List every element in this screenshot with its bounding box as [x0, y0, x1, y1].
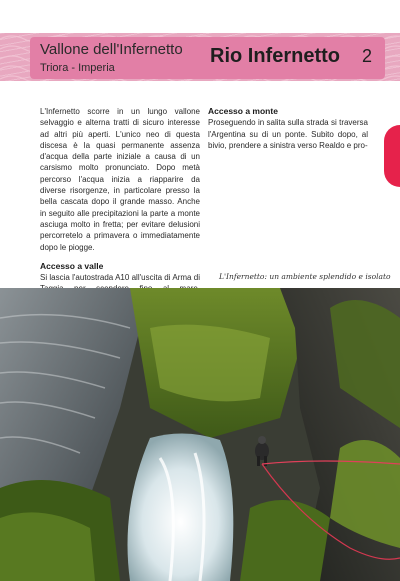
river-title: Rio Infernetto: [210, 45, 340, 67]
canyon-photo-illustration: [0, 288, 400, 581]
canyon-title: Vallone dell'Infernetto: [40, 41, 183, 58]
canyon-location: Triora - Imperia: [40, 62, 115, 74]
accesso-monte-heading: Accesso a monte: [208, 106, 278, 116]
side-tab-marker: [384, 125, 400, 187]
accesso-monte-text: Proseguendo in salita sulla strada si traversa l'Argentina su di un ponte. Subito dopo, al bivio, prendere a sinistra verso Realdo e pro-: [208, 118, 368, 150]
page-number: 2: [362, 46, 373, 66]
accesso-valle-heading: Accesso a valle: [40, 260, 104, 271]
photo-caption: L'Infernetto: un ambiente splendido e isolato: [219, 272, 391, 281]
text-column-right: [208, 106, 368, 151]
accesso-valle-body: Si lascia l'autostrada A10 all'uscita di Arma di: [40, 273, 200, 283]
canyon-photo: [0, 288, 400, 581]
intro-paragraph: L'Infernetto scorre in un lungo vallone selvaggio e alterna tratti di sicuro interesse ad altri più aperti. L'unico neo di questa discesa è la quasi permanente assenza d'acqua della parte iniziale a causa di un carsismo molto pronunciato. Dopo metà percorso l'acqua inizia a riapparire da diverse risorgenze, in particolare presso la bella cascata dopo il grande masso. Anche in seguito alle precipitazioni la parte a monte asciuga molto in fretta; per evitare delusioni percorretelo a primavera o immediatamente dopo le piogge.: [40, 107, 200, 252]
